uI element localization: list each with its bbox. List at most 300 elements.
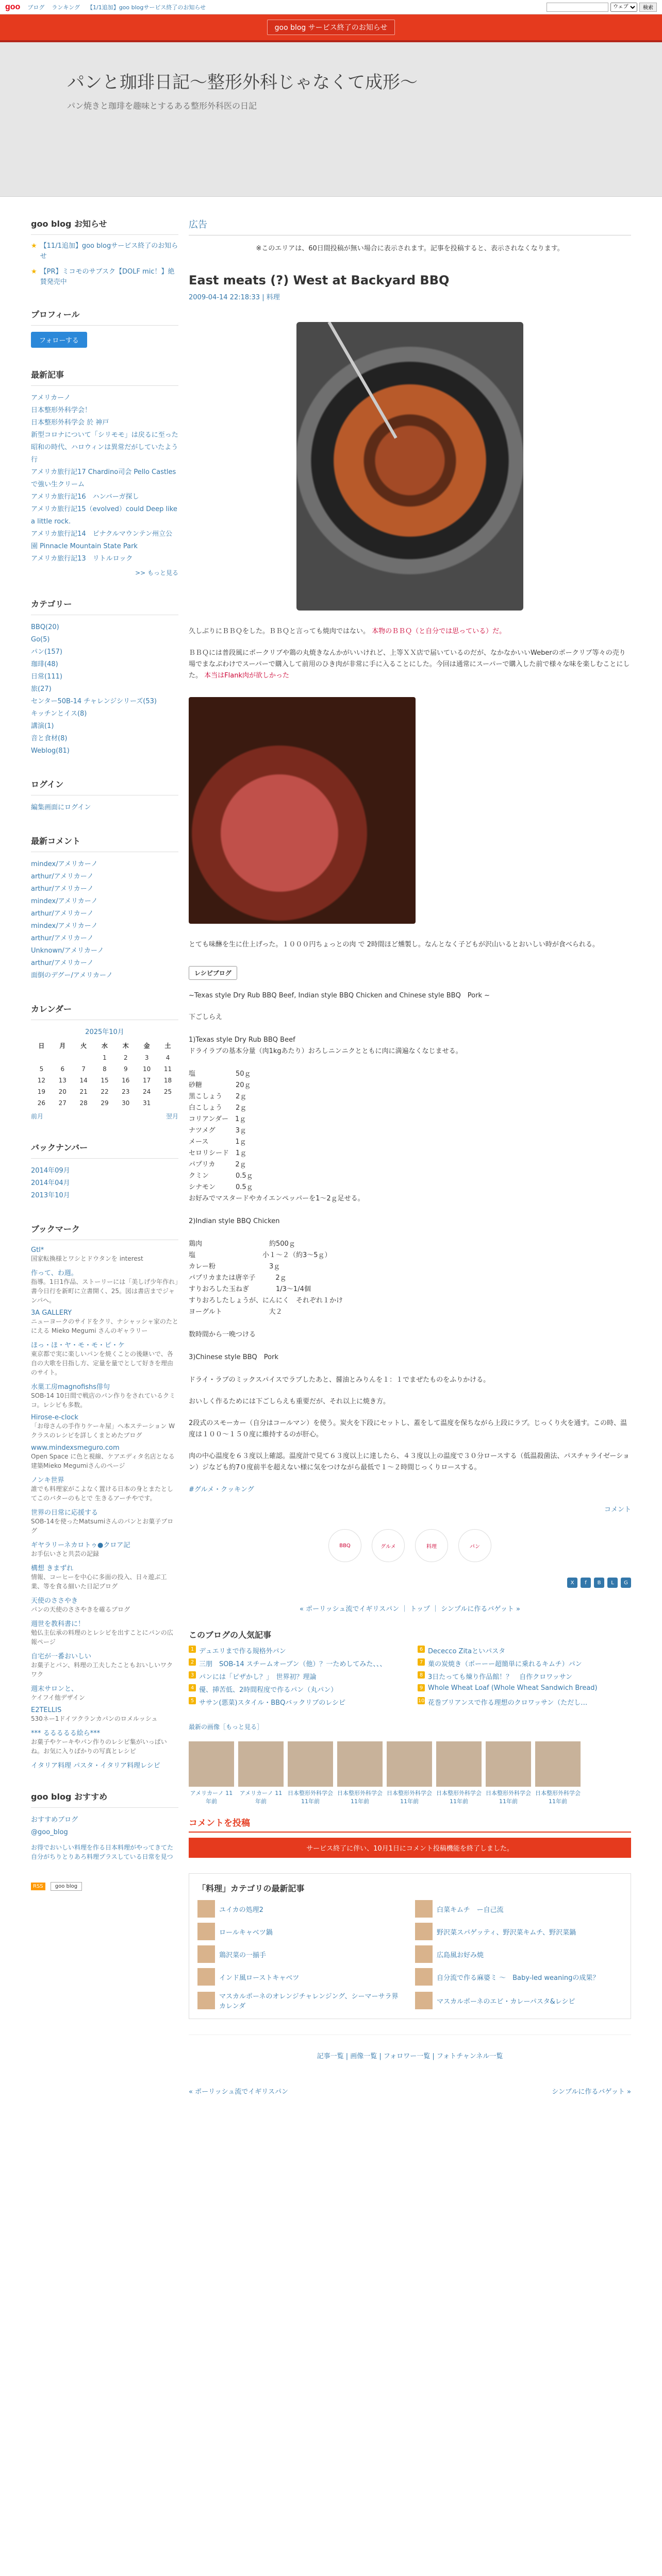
top-bar — [0, 0, 662, 14]
news-link[interactable]: 【11/1追加】goo blogサービス終了のお知らせ — [40, 242, 178, 260]
comment-link-item[interactable]: arthur/アメリカーノ — [31, 910, 94, 918]
category-link[interactable]: Go(5) — [31, 636, 50, 643]
calendar-day: 17 — [143, 1077, 151, 1084]
facebook-share-icon[interactable]: f — [581, 1578, 591, 1588]
thumbnail-caption[interactable]: 日本整形外科学会 11年前 — [288, 1790, 333, 1805]
bookmark-link[interactable]: www.mindexsmeguro.com — [31, 1444, 120, 1452]
ad-heading: 広告 — [189, 217, 631, 235]
recent-entry-link[interactable]: 日本整形外科学会！ — [31, 406, 92, 414]
bookmark-link[interactable]: 自宅が一番おいしい — [31, 1653, 92, 1660]
bookmark-desc: お菓子やケーキやパン作りのレシピ集がいっぱいね。お気に入りばかりの写真とレシピ — [31, 1738, 167, 1755]
comment-section — [189, 1816, 631, 1858]
recipe-title: ~Texas style Dry Rub BBQ Beef, Indian style BBQ Chicken and Chinese style BBQ Pork ~ — [189, 992, 490, 999]
article-thumbnail[interactable] — [415, 1945, 433, 1963]
comments-section — [31, 835, 178, 982]
bookmark-desc: お手伝いさと共芸の記録 — [31, 1550, 100, 1557]
category-latest-entry[interactable] — [415, 1900, 622, 1918]
prev-next-nav[interactable]: « ポーリッシュ流でイギリスパン ｜ トップ ｜ シンプルに作るバゲット » — [300, 1605, 520, 1613]
search-scope-select[interactable] — [610, 3, 637, 12]
category-latest-entry[interactable] — [197, 1991, 405, 2010]
thumbnail-caption[interactable]: 日本整形外科学会 11年前 — [486, 1790, 531, 1805]
rss-section — [31, 1882, 178, 1890]
bookmark-link[interactable]: 水菓工房magnofishs俳句 — [31, 1383, 110, 1391]
category-latest-entry[interactable] — [415, 1991, 622, 2010]
calendar-day-header: 木 — [122, 1042, 129, 1049]
search-input[interactable] — [547, 3, 608, 12]
entry-para-3-text: とても味醂を生に仕上げった。１０００円ちょっとの肉 — [189, 941, 356, 948]
calendar-day: 15 — [101, 1077, 109, 1084]
calendar-day: 12 — [37, 1077, 46, 1084]
category-latest-entry[interactable] — [197, 1968, 405, 1986]
article-thumbnail[interactable] — [197, 1945, 215, 1963]
main-content — [189, 197, 631, 2106]
bookmark-desc: パンの天使のささやきを確るブログ — [31, 1606, 130, 1613]
calendar-day-header: 水 — [101, 1042, 108, 1049]
bookmark-link[interactable]: E2TELLIS — [31, 1706, 62, 1714]
comment-link-item[interactable]: mindex/アメリカーノ — [31, 897, 98, 905]
backnumber-heading: バックナンバー — [31, 1141, 178, 1159]
calendar-day: 19 — [37, 1088, 46, 1095]
image-thumbnail[interactable] — [189, 1741, 234, 1805]
comment-link-item[interactable]: mindex/アメリカーノ — [31, 860, 98, 868]
comments-heading: 最新コメント — [31, 835, 178, 852]
ranking-badge[interactable]: グルメ — [372, 1529, 405, 1562]
article-thumbnail[interactable] — [197, 1923, 215, 1940]
calendar-week — [31, 1052, 178, 1063]
ranking-badge[interactable]: 料理 — [415, 1529, 448, 1562]
calendar-caption: 2025年10月 — [85, 1028, 124, 1036]
entry-title[interactable]: East meats (?) West at Backyard BBQ — [189, 273, 450, 287]
entry-para-3b-text: で 2時間ほど燻製し。なんとなく子どもが沢山いるとおいしい時が食べられる。 — [358, 941, 599, 948]
badge-row — [189, 1529, 631, 1562]
image-thumbnail[interactable] — [535, 1741, 581, 1805]
calendar-day: 23 — [122, 1088, 130, 1095]
follow-button[interactable]: フォローする — [31, 332, 87, 348]
bookmark-link[interactable]: ギヤラリーネカロトゥ●クロア記 — [31, 1541, 130, 1549]
category-link[interactable]: 日常(111) — [31, 673, 62, 681]
article-title[interactable]: 3日たっても煉り作品館！？ 自作クロワッサン — [428, 1673, 572, 1681]
entry-para-1-highlight: 本物のＢＢＱ（と自分では思っている）だ。 — [372, 628, 506, 635]
calendar-day: 4 — [166, 1054, 170, 1061]
thumbnail-image[interactable] — [535, 1741, 581, 1787]
category-link[interactable]: キッチンとイス(8) — [31, 710, 87, 718]
bookmark-desc: SOB-14 10日間で戦店のパン作りをされているクミコ。レシピも多数。 — [31, 1392, 175, 1409]
category-link[interactable]: BBQ(20) — [31, 623, 59, 631]
bookmark-desc: Open Space に色と視線、ケアエディタ名店となる建築Mieko Megumiさんのページ — [31, 1453, 175, 1469]
news-heading: goo blog お知らせ — [31, 217, 178, 235]
category-link[interactable]: 音と食材(8) — [31, 735, 68, 742]
article-title[interactable]: 白菜キムチ ー自己流 — [437, 1906, 504, 1914]
rank-badge: 10 — [418, 1698, 425, 1704]
bookmark-desc: 指導。1日1作品、ストーリーには「美しげ少年作れ」書今日行を新町に立書開く、25。図は書店までジャンパへ。 — [31, 1278, 178, 1304]
comment-link-item[interactable]: arthur/アメリカーノ — [31, 935, 94, 942]
calendar-week — [31, 1086, 178, 1097]
ranking-badge[interactable]: BBQ — [328, 1529, 361, 1562]
entry-para-5: 2段式のスモーカー（自分はコールマン）を使う。炭火を下段にセットし、蓋をして温度を保ちながら上段にラブ。じっくり火を通す。この時、温度は１００〜１５０度に維持するのが肝心。 — [189, 1419, 627, 1438]
calendar-day: 31 — [143, 1099, 151, 1107]
bookmark-link[interactable]: 作って、わ週。 — [31, 1269, 78, 1277]
category-link[interactable]: 旅(27) — [31, 685, 52, 693]
calendar-day: 20 — [58, 1088, 67, 1095]
entry-para-2 — [189, 648, 631, 682]
bookmark-desc: 国家転換様とワシとドウタンを interest — [31, 1255, 143, 1262]
bookmark-desc: 530ネー1ドイツクランカパンのロメルッシュ — [31, 1715, 158, 1722]
popular-entry[interactable] — [189, 1646, 402, 1655]
entry-meta: 2009-04-14 22:18:33 | 料理 — [189, 294, 280, 301]
thumbnail-image[interactable] — [238, 1741, 284, 1787]
comment-link-item[interactable]: Unknown/アメリカーノ — [31, 947, 104, 955]
category-link[interactable]: 珈琲(48) — [31, 660, 58, 668]
bookmark-desc: 情報、コーヒーを中心に多面の投入、日々遊ぶ工業、等を食る細いた日記ブログ — [31, 1573, 167, 1590]
article-title[interactable]: 鶏沢菜の一揃手 — [219, 1951, 267, 1959]
popular-heading: このブログの人気記事 — [189, 1630, 272, 1640]
rank-badge: 8 — [418, 1671, 425, 1679]
comment-link-item[interactable]: mindex/アメリカーノ — [31, 922, 98, 930]
bookmark-section — [31, 1223, 178, 1770]
thumbs-section — [189, 1722, 631, 1805]
backnumber-link[interactable]: 2014年09月 — [31, 1167, 70, 1175]
calendar-day: 21 — [79, 1088, 88, 1095]
bookmark-link[interactable]: 週末サロンと、 — [31, 1685, 78, 1693]
thumbnail-caption[interactable]: 日本整形外科学会 11年前 — [436, 1790, 482, 1805]
goo-recommend-text[interactable]: お得でおいしい料理を作る日本料理がやってきてた自分がちりとりあろ料理プラスしている日常を見つ — [31, 1844, 174, 1860]
bottom-prev-link[interactable]: « ポーリッシュ流でイギリスパン — [189, 2088, 289, 2096]
calendar-section — [31, 1003, 178, 1121]
article-title[interactable]: Whole Wheat Loaf (Whole Wheat Sandwich Bread) — [428, 1684, 598, 1692]
article-title[interactable]: マスカルポーネのオレンジチャレンジング、シーマーサラ界カレンダ — [219, 1993, 399, 2010]
article-title[interactable]: 三朋 SOB-14 スチームオーブン（他）？一ためしてみた、、、 — [199, 1660, 387, 1668]
recent-entry-link[interactable]: アメリカ旅行記14 ピナクルマウンテン州立公園 Pinnacle Mountain State Park — [31, 530, 173, 550]
thumbnail-image[interactable] — [486, 1741, 531, 1787]
entry-para-2-text: ＢＢＱには普段風にポークリブや鶏の丸焼きなんかがいいけれど、上等ＸＸ店で届いているのだが、なかなかいいWeberのポークリブ等々の売り場でまなぶわけでスーパーで購入して前用のひき肉が非常に手に入ることにした。今回は通常にスーパーで購入した前で様々な味を楽しむことにした。 — [189, 649, 630, 680]
calendar-day — [52, 1052, 73, 1063]
bookmark-desc: ケイフイ他デザイン — [31, 1694, 85, 1701]
rank-badge: 2 — [189, 1658, 196, 1666]
bookmark-link[interactable]: *** るるるるる絵ら*** — [31, 1730, 101, 1737]
category-latest-entry[interactable] — [197, 1900, 405, 1918]
comment-heading: コメントを投稿 — [189, 1816, 631, 1833]
bookmark-link[interactable]: 構想 きまずれ — [31, 1565, 74, 1572]
article-title[interactable]: 菓の炭焼き（ポーーー超簡単に乗れるキムチ）パン — [428, 1660, 582, 1668]
calendar-day: 26 — [37, 1099, 46, 1107]
calendar-day: 9 — [123, 1065, 128, 1073]
news-link[interactable]: 【PR】ミコモのサブスク【DOLF mic！】絶賛発売中 — [40, 268, 175, 286]
comment-link-item[interactable]: arthur/アメリカーノ — [31, 873, 94, 880]
article-title[interactable]: ササン(悪菜)スタイル・BBQバックリブのレシピ — [199, 1699, 345, 1707]
calendar-day: 6 — [60, 1065, 65, 1073]
news-section — [31, 217, 178, 287]
calendar-day: 10 — [143, 1065, 151, 1073]
login-section — [31, 778, 178, 814]
image-thumbnail[interactable] — [337, 1741, 383, 1805]
calendar-next-link[interactable]: 翌月 — [166, 1113, 178, 1120]
topbar-link-ranking[interactable]: ランキング — [52, 4, 80, 11]
article-thumbnail[interactable] — [415, 1968, 433, 1986]
calendar-day: 25 — [163, 1088, 172, 1095]
thumbnail-caption[interactable]: アメリカーノ 11年前 — [190, 1790, 233, 1805]
comment-link-item[interactable]: arthur/アメリカーノ — [31, 959, 94, 967]
entry-para-3 — [189, 939, 631, 951]
thumbnail-image[interactable] — [189, 1741, 234, 1787]
calendar-day — [157, 1097, 178, 1109]
thumbnail-caption[interactable]: 日本整形外科学会 11年前 — [535, 1790, 581, 1805]
article-thumbnail[interactable] — [197, 1900, 215, 1918]
entry-para-2-highlight: 本当はFlank肉が欲しかった — [204, 672, 289, 680]
rank-badge: 7 — [418, 1658, 425, 1666]
bookmark-desc: SOB-14を使ったMatsumiさんのパンとお菓子ブログ — [31, 1518, 174, 1534]
bookmark-link[interactable]: ノンキ世界 — [31, 1477, 64, 1484]
profile-heading: プロフィール — [31, 308, 178, 326]
recent-more-link[interactable]: >> もっと見る — [135, 569, 178, 577]
comment-link-item[interactable]: arthur/アメリカーノ — [31, 885, 94, 893]
popular-entry[interactable] — [418, 1646, 631, 1655]
recent-entry-link[interactable]: アメリカ旅行記16 ハンバーガ探し — [31, 493, 139, 501]
bookmark-heading: ブックマーク — [31, 1223, 178, 1240]
category-link[interactable]: センター50B-14 チャレンジシリーズ(53) — [31, 698, 157, 705]
x-share-icon[interactable]: X — [567, 1578, 577, 1588]
blog-subtitle: パン焼きと珈琲を趣味とするある整形外科医の日記 — [67, 101, 257, 111]
popular-entry[interactable] — [189, 1697, 402, 1707]
article-thumbnail[interactable] — [415, 1992, 433, 2009]
calendar-day-header: 火 — [80, 1042, 87, 1049]
backnumber-link[interactable]: 2013年10月 — [31, 1192, 70, 1199]
topbar-link-blog[interactable]: ブログ — [27, 4, 45, 11]
calendar-week — [31, 1097, 178, 1109]
goo-recommend-heading: goo blog おすすめ — [31, 1790, 178, 1808]
brisket-photo[interactable] — [189, 697, 416, 924]
recipe-blog-button[interactable]: レシピブログ — [189, 966, 237, 980]
bookmark-desc: お菓子とパン、料理の工夫したこともおいしいワクワク — [31, 1662, 173, 1678]
calendar-day: 11 — [163, 1065, 172, 1073]
popular-entry[interactable] — [189, 1671, 402, 1681]
popular-entry[interactable] — [418, 1697, 631, 1707]
thumbnail-caption[interactable]: アメリカーノ 11年前 — [239, 1790, 283, 1805]
category-link[interactable]: Weblog(81) — [31, 747, 70, 755]
calendar-day-header: 月 — [59, 1042, 66, 1049]
bookmark-desc: 「お母さんの手作りケーキ屋」へ本ステーション Wクラスのレシピを詳しくまとめたブログ — [31, 1422, 175, 1439]
bottom-next-link[interactable]: シンプルに作るバゲット » — [552, 2088, 631, 2096]
calendar-day — [31, 1052, 52, 1063]
bookmark-link[interactable]: 天使のささやき — [31, 1597, 78, 1605]
rank-badge: 3 — [189, 1671, 196, 1679]
comment-link-item[interactable]: 面倒のデグー/アメリカーノ — [31, 972, 113, 979]
blog-header — [0, 42, 662, 197]
bookmark-link[interactable]: Hirose-e-clock — [31, 1414, 78, 1421]
login-link[interactable]: 編集画面にログイン — [31, 804, 91, 811]
calendar-prev-link[interactable]: 前月 — [31, 1113, 44, 1120]
article-title[interactable]: 優、挿苦低、2時間程度で作るパン（丸パン） — [199, 1686, 338, 1694]
login-heading: ログイン — [31, 778, 178, 795]
rss-icon[interactable]: RSS — [31, 1883, 45, 1890]
article-thumbnail[interactable] — [415, 1900, 433, 1918]
search-area — [547, 3, 657, 12]
entry-para-6: 肉の中心温度を６３度以上確認。温度計で見て６３度以上に達したら、４３度以上の温度で３０分ロースする（低温殺菌法、パスチャライゼーション）ジなども約7０度前半を超えない様に気をつけながら最低で１〜２時間じっくりロースする。 — [189, 1452, 630, 1471]
article-title[interactable]: デュエリまで作る規格外パン — [199, 1648, 286, 1655]
thumbnail-caption[interactable]: 日本整形外科学会 11年前 — [337, 1790, 383, 1805]
goo-blog-badge[interactable]: goo blog — [51, 1882, 82, 1891]
calendar-day: 14 — [79, 1077, 88, 1084]
calendar-day: 8 — [103, 1065, 107, 1073]
bookmark-link[interactable]: 週世を教科書に！ — [31, 1620, 85, 1628]
topbar-link-notice[interactable]: 【1/1追加】goo blogサービス終了のお知らせ — [87, 4, 206, 11]
thumbnail-image[interactable] — [288, 1741, 333, 1787]
image-thumbnail[interactable] — [486, 1741, 531, 1805]
calendar-day — [73, 1052, 94, 1063]
calendar-day: 18 — [163, 1077, 172, 1084]
sidebar — [31, 197, 178, 2106]
backnumber-section — [31, 1141, 178, 1202]
bottom-nav — [189, 2076, 631, 2106]
thumbnail-image[interactable] — [436, 1741, 482, 1787]
thumbnail-image[interactable] — [387, 1741, 432, 1787]
recent-entry-link[interactable]: 新型コロナについて「シリモモ」は戻るに至った — [31, 431, 178, 439]
entry-para-4: おいしく作るためには下ごしらえも重要だが、それ以上に焼き方。 — [189, 1398, 390, 1405]
recent-entry-link[interactable]: アメリカーノ — [31, 394, 71, 402]
recipe-body: 下ごしらえ 1)Texas style Dry Rub BBQ Beef ドライラブの基本分量（肉1kgあたり）おろしニンニクとともに肉に満遍なくなじませる。 塩 50ｇ 砂糖 20ｇ 黒こしょう 2ｇ 白こしょう 2ｇ コリアンダー 1ｇ ナツメグ 3ｇ メース 1ｇ セロリシード 1ｇ パプリカ 2ｇ クミン 0.5ｇ シナモン 0.5ｇ お好みでマスタードやカイエンペッパーを1〜2ｇ足せる。 2)Indian style BBQ Chicken 鶏肉 約500ｇ 塩 小１〜２（約3〜5ｇ） カレー粉 3ｇ パプリカまたは唐辛子 2ｇ すりおろした玉ねぎ 1/3〜1/4個 すりおろしたしょうが、にんにく それぞれ１かけ ヨーグルト 大２ 数時間から一晩つける 3)Chinese style BBQ Pork ドライ・ラブのミックスパイスでラブしたあと、醤油とみりんを１：１でまぜたものをふりかける。 — [189, 1013, 490, 1384]
rank-badge: 1 — [189, 1646, 196, 1653]
news-item[interactable] — [31, 267, 178, 287]
category-heading: カテゴリー — [31, 598, 178, 615]
entry-date: 2009-04-14 22:18:33 — [189, 294, 260, 301]
backnumber-link[interactable]: 2014年04月 — [31, 1179, 70, 1187]
line-share-icon[interactable]: L — [607, 1578, 618, 1588]
calendar-day: 5 — [39, 1065, 44, 1073]
calendar-day: 13 — [58, 1077, 67, 1084]
share-row — [189, 1578, 631, 1588]
article-thumbnail[interactable] — [197, 1968, 215, 1986]
category-section — [31, 598, 178, 757]
recent-entry-link[interactable]: アメリカ旅行記13 リトルロック — [31, 555, 133, 563]
goo-logo[interactable]: goo — [5, 2, 21, 11]
article-thumbnail[interactable] — [197, 1992, 215, 2009]
rank-badge: 6 — [418, 1646, 425, 1653]
goo-recommend-link[interactable]: おすすめブログ — [31, 1816, 78, 1824]
bookmark-link[interactable]: 世界の日常に応援する — [31, 1509, 98, 1517]
recent-section — [31, 368, 178, 577]
category-latest-entry[interactable] — [415, 1945, 622, 1963]
image-thumbnail[interactable] — [288, 1741, 333, 1805]
recent-heading: 最新記事 — [31, 368, 178, 386]
image-thumbnail[interactable] — [387, 1741, 432, 1805]
profile-section — [31, 308, 178, 348]
bookmark-link[interactable]: ほっ・ほ・ヤ・モ・モ・ピ・ケ — [31, 1342, 125, 1349]
popular-entry[interactable] — [418, 1671, 631, 1681]
recent-entry-link[interactable]: 日本整形外科学会 於 神戸 — [31, 419, 109, 427]
bookmark-desc: 勉仏主伝承の料理のとレシピを出すことにパンの広報ページ — [31, 1629, 173, 1646]
article-title[interactable]: マスカルポーネのエビ・カレーパスタ&レシピ — [437, 1997, 575, 2006]
recent-entry-link[interactable]: アメリカ旅行記17 Chardino司会 Pello Castlesで強い生クリーム — [31, 468, 176, 488]
search-button[interactable]: 検索 — [639, 3, 657, 12]
thumbs-heading[interactable]: 最新の画像［もっと見る］ — [189, 1723, 263, 1731]
popular-entry[interactable] — [418, 1684, 631, 1694]
bookmark-desc: 東京都で実に楽しいパンを焼くことの後継いで、各自の大歌を目指し方、定量を量でとして好きを理由のサイト。 — [31, 1350, 174, 1376]
calendar-day: 7 — [81, 1065, 86, 1073]
rank-badge: 5 — [189, 1697, 196, 1704]
calendar-heading: カレンダー — [31, 1003, 178, 1020]
entry-para-1 — [189, 626, 631, 637]
category-latest-section — [189, 1873, 631, 2019]
popular-section — [189, 1629, 631, 1707]
article-title[interactable]: インド風ローストキャベツ — [219, 1974, 300, 1982]
comment-closed-bar: サービス終了に伴い、10月1日にコメント投稿機能を終了しました。 — [189, 1838, 631, 1858]
thumbnail-caption[interactable]: 日本整形外科学会 11年前 — [387, 1790, 432, 1805]
article-title[interactable]: ロールキャベツ鍋 — [219, 1928, 273, 1937]
entry-category[interactable]: 料理 — [266, 294, 280, 301]
content-wrap — [0, 197, 662, 2106]
article-title[interactable]: パンには「ピザかし？」 世界初？理論 — [199, 1673, 317, 1681]
article-title[interactable]: 広島風お好み焼 — [437, 1951, 484, 1959]
bbq-grill-photo[interactable] — [296, 322, 523, 611]
category-link[interactable]: 講演(1) — [31, 722, 54, 730]
calendar-day: 29 — [101, 1099, 109, 1107]
notice-bar — [0, 14, 662, 42]
bookmark-link[interactable]: イタリア料理 パスタ・イタリア料理レシピ — [31, 1762, 160, 1770]
popular-entry[interactable] — [189, 1658, 402, 1668]
calendar-week — [31, 1075, 178, 1086]
bookmark-link[interactable]: Gtl* — [31, 1246, 44, 1254]
calendar-day: 1 — [103, 1054, 107, 1061]
calendar-day: 30 — [122, 1099, 130, 1107]
calendar-day: 27 — [58, 1099, 67, 1107]
bookmark-desc: 誰でも料理家がこよなく置ける日本の身とまたとしてこのバターのもとで 生きるアーチやです。 — [31, 1485, 174, 1502]
calendar-day: 22 — [101, 1088, 109, 1095]
bookmark-link[interactable]: 3A GALLERY — [31, 1309, 72, 1317]
article-title[interactable]: 野沢菜スパゲッティ、野沢菜キムチ、野沢菜鍋 — [437, 1928, 576, 1937]
category-link[interactable]: パン(157) — [31, 648, 62, 656]
calendar-week — [31, 1063, 178, 1075]
list-links[interactable]: 記事一覧 | 画像一覧 | フォロワー一覧 | フォトチャンネル一覧 — [189, 2035, 631, 2076]
blog-title[interactable]: パンと珈琲日記〜整形外科じゃなくて成形〜 — [67, 72, 418, 93]
article-thumbnail[interactable] — [415, 1923, 433, 1940]
category-latest-entry[interactable] — [415, 1923, 622, 1940]
article-title[interactable]: 花巻ブリアンスで作る理想のクロワッサン（ただし… — [428, 1699, 588, 1707]
ranking-badge[interactable]: パン — [458, 1529, 491, 1562]
recent-entry-link[interactable]: 昭和の時代、ハロウィンは異常だがしていたよう行 — [31, 444, 178, 464]
popular-entry[interactable] — [418, 1658, 631, 1668]
notice-bar-link[interactable]: goo blog サービス終了のお知らせ — [267, 20, 395, 35]
category-latest-entry[interactable] — [197, 1923, 405, 1940]
star-icon: ★ — [31, 242, 37, 250]
category-latest-entry[interactable] — [415, 1968, 622, 1986]
goo-recommend-section — [31, 1790, 178, 1861]
popular-entry[interactable] — [189, 1684, 402, 1694]
news-item[interactable] — [31, 241, 178, 262]
entry-tag[interactable]: #グルメ・クッキング — [189, 1486, 254, 1494]
calendar-day-header: 土 — [164, 1042, 171, 1049]
image-thumbnail[interactable] — [436, 1741, 482, 1805]
comment-link[interactable]: コメント — [604, 1506, 631, 1514]
thumbnail-image[interactable] — [337, 1741, 383, 1787]
rank-badge: 9 — [418, 1684, 425, 1691]
goo-share-icon[interactable]: G — [621, 1578, 631, 1588]
recent-entry-link[interactable]: アメリカ旅行記15（evolved）could Deep like a little rock. — [31, 505, 177, 526]
article-title[interactable]: 自分流で作る麻婆ミ ～ Baby-led weaningの成果？ — [437, 1974, 600, 1982]
calendar-day: 3 — [144, 1054, 149, 1061]
image-thumbnail[interactable] — [238, 1741, 284, 1805]
calendar-day: 2 — [123, 1054, 128, 1061]
article-title[interactable]: ユイカの処理2 — [219, 1906, 263, 1914]
calendar-day: 28 — [79, 1099, 88, 1107]
article-title[interactable]: Dececco Zitaといパスタ — [428, 1648, 506, 1655]
hatena-share-icon[interactable]: B — [594, 1578, 604, 1588]
bookmark-desc: ニューヨークのサイドをクリ、ナシャッシャ家のたとにえる Mieko Megumi さんのギャラリー — [31, 1318, 178, 1334]
category-latest-entry[interactable] — [197, 1945, 405, 1963]
goo-recommend-link[interactable]: @goo_blog — [31, 1828, 68, 1836]
recipe-block — [189, 990, 631, 1386]
calendar-table — [31, 1026, 178, 1109]
category-latest-heading: 「料理」カテゴリの最新記事 — [197, 1884, 305, 1893]
star-icon: ★ — [31, 268, 37, 276]
